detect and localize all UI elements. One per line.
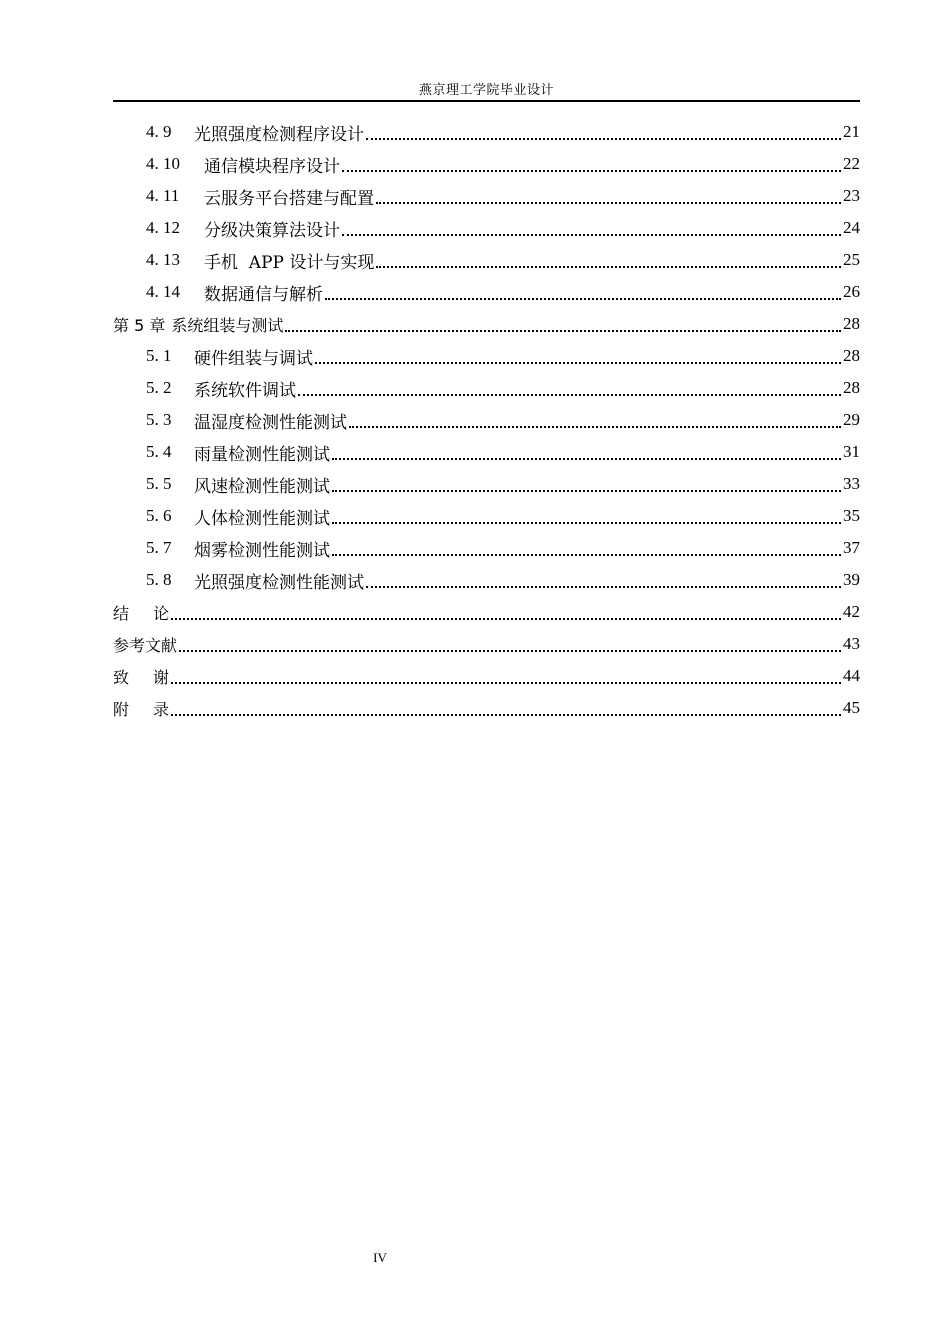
toc-entry[interactable] [113,276,860,308]
toc-entry-page: 35 [843,506,860,525]
header-divider [113,100,860,102]
toc-entry-page: 25 [843,250,860,269]
dot-leader [298,384,841,396]
toc-entry[interactable] [113,148,860,180]
toc-entry-page: 42 [843,602,860,621]
toc-entry[interactable] [113,404,860,436]
toc-entry[interactable] [113,372,860,404]
toc-section-title: 致谢 [113,667,194,687]
dot-leader [325,288,841,300]
toc-entry[interactable] [113,436,860,468]
toc-entry-title: 风速检测性能测试 [194,476,330,497]
toc-entry-number: 4. 13 [146,250,180,269]
dot-leader [349,416,841,428]
dot-leader [315,352,841,364]
toc-entry-page: 37 [843,538,860,557]
toc-entry[interactable] [113,116,860,148]
toc-entry-page: 31 [843,442,860,461]
table-of-contents [113,116,860,724]
toc-entry-number: 5. 5 [146,474,172,493]
toc-entry-number: 5. 7 [146,538,172,557]
dot-leader [342,160,841,172]
toc-entry-title: 温湿度检测性能测试 [194,412,347,433]
toc-entry-title: 系统软件调试 [194,380,296,401]
toc-entry-number: 4. 11 [146,186,180,205]
toc-entry-title: 人体检测性能测试 [194,508,330,529]
toc-entry-page: 28 [843,378,860,397]
toc-entry[interactable] [113,340,860,372]
toc-section-appendix[interactable] [113,692,860,724]
toc-chapter-number: 第 5 章 [113,315,166,335]
toc-entry-page: 24 [843,218,860,237]
toc-section-title: 参考文献 [113,635,178,655]
dot-leader [376,192,841,204]
toc-section-title: 结论 [113,603,194,623]
toc-entry[interactable] [113,564,860,596]
toc-entry-title: 雨量检测性能测试 [194,444,330,465]
toc-entry-number: 5. 2 [146,378,172,397]
toc-entry-page: 23 [843,186,860,205]
toc-entry-page: 26 [843,282,860,301]
toc-chapter-title: 系统组装与测试 [171,315,284,335]
toc-entry-page: 44 [843,666,860,685]
toc-entry[interactable] [113,180,860,212]
toc-entry-page: 43 [843,634,860,653]
toc-entry-title: 分级决策算法设计 [204,220,340,241]
toc-section-conclusion[interactable] [113,596,860,628]
toc-entry-title: 数据通信与解析 [204,284,323,305]
dot-leader [171,672,841,684]
dot-leader [366,128,841,140]
page-header: 燕京理工学院毕业设计 [418,83,554,98]
toc-entry-page: 45 [843,698,860,717]
toc-entry[interactable] [113,212,860,244]
toc-entry-title: 云服务平台搭建与配置 [204,188,374,209]
dot-leader [332,480,841,492]
toc-entry-number: 5. 8 [146,570,172,589]
toc-entry-page: 28 [843,314,860,333]
dot-leader [285,320,841,332]
dot-leader [376,256,841,268]
toc-entry-number: 4. 10 [146,154,180,173]
toc-section-references[interactable] [113,628,860,660]
toc-entry-title: 烟雾检测性能测试 [194,540,330,561]
toc-section-acknowledgements[interactable] [113,660,860,692]
dot-leader [366,576,841,588]
toc-entry-number: 5. 3 [146,410,172,429]
toc-chapter-entry[interactable] [113,308,860,340]
toc-entry-title: 硬件组装与调试 [194,348,313,369]
toc-entry-title: 光照强度检测性能测试 [194,572,364,593]
toc-entry[interactable] [113,532,860,564]
page-number: IV [373,1250,387,1265]
toc-entry-page: 29 [843,410,860,429]
dot-leader [179,640,841,652]
toc-entry-page: 39 [843,570,860,589]
toc-entry-number: 4. 9 [146,122,172,141]
toc-entry-title: 通信模块程序设计 [204,156,340,177]
dot-leader [342,224,841,236]
dot-leader [332,544,841,556]
toc-entry[interactable] [113,468,860,500]
toc-entry[interactable] [113,500,860,532]
toc-section-title: 附录 [113,699,194,719]
toc-entry-number: 5. 4 [146,442,172,461]
toc-entry-page: 33 [843,474,860,493]
toc-entry[interactable] [113,244,860,276]
toc-entry-page: 22 [843,154,860,173]
toc-entry-number: 5. 6 [146,506,172,525]
toc-entry-number: 4. 14 [146,282,180,301]
dot-leader [171,608,841,620]
toc-entry-page: 21 [843,122,860,141]
toc-entry-number: 4. 12 [146,218,180,237]
dot-leader [332,512,841,524]
toc-entry-number: 5. 1 [146,346,172,365]
toc-entry-title: 光照强度检测程序设计 [194,124,364,145]
dot-leader [332,448,841,460]
dot-leader [171,704,841,716]
toc-entry-title: 手机 APP 设计与实现 [204,252,375,273]
toc-entry-page: 28 [843,346,860,365]
